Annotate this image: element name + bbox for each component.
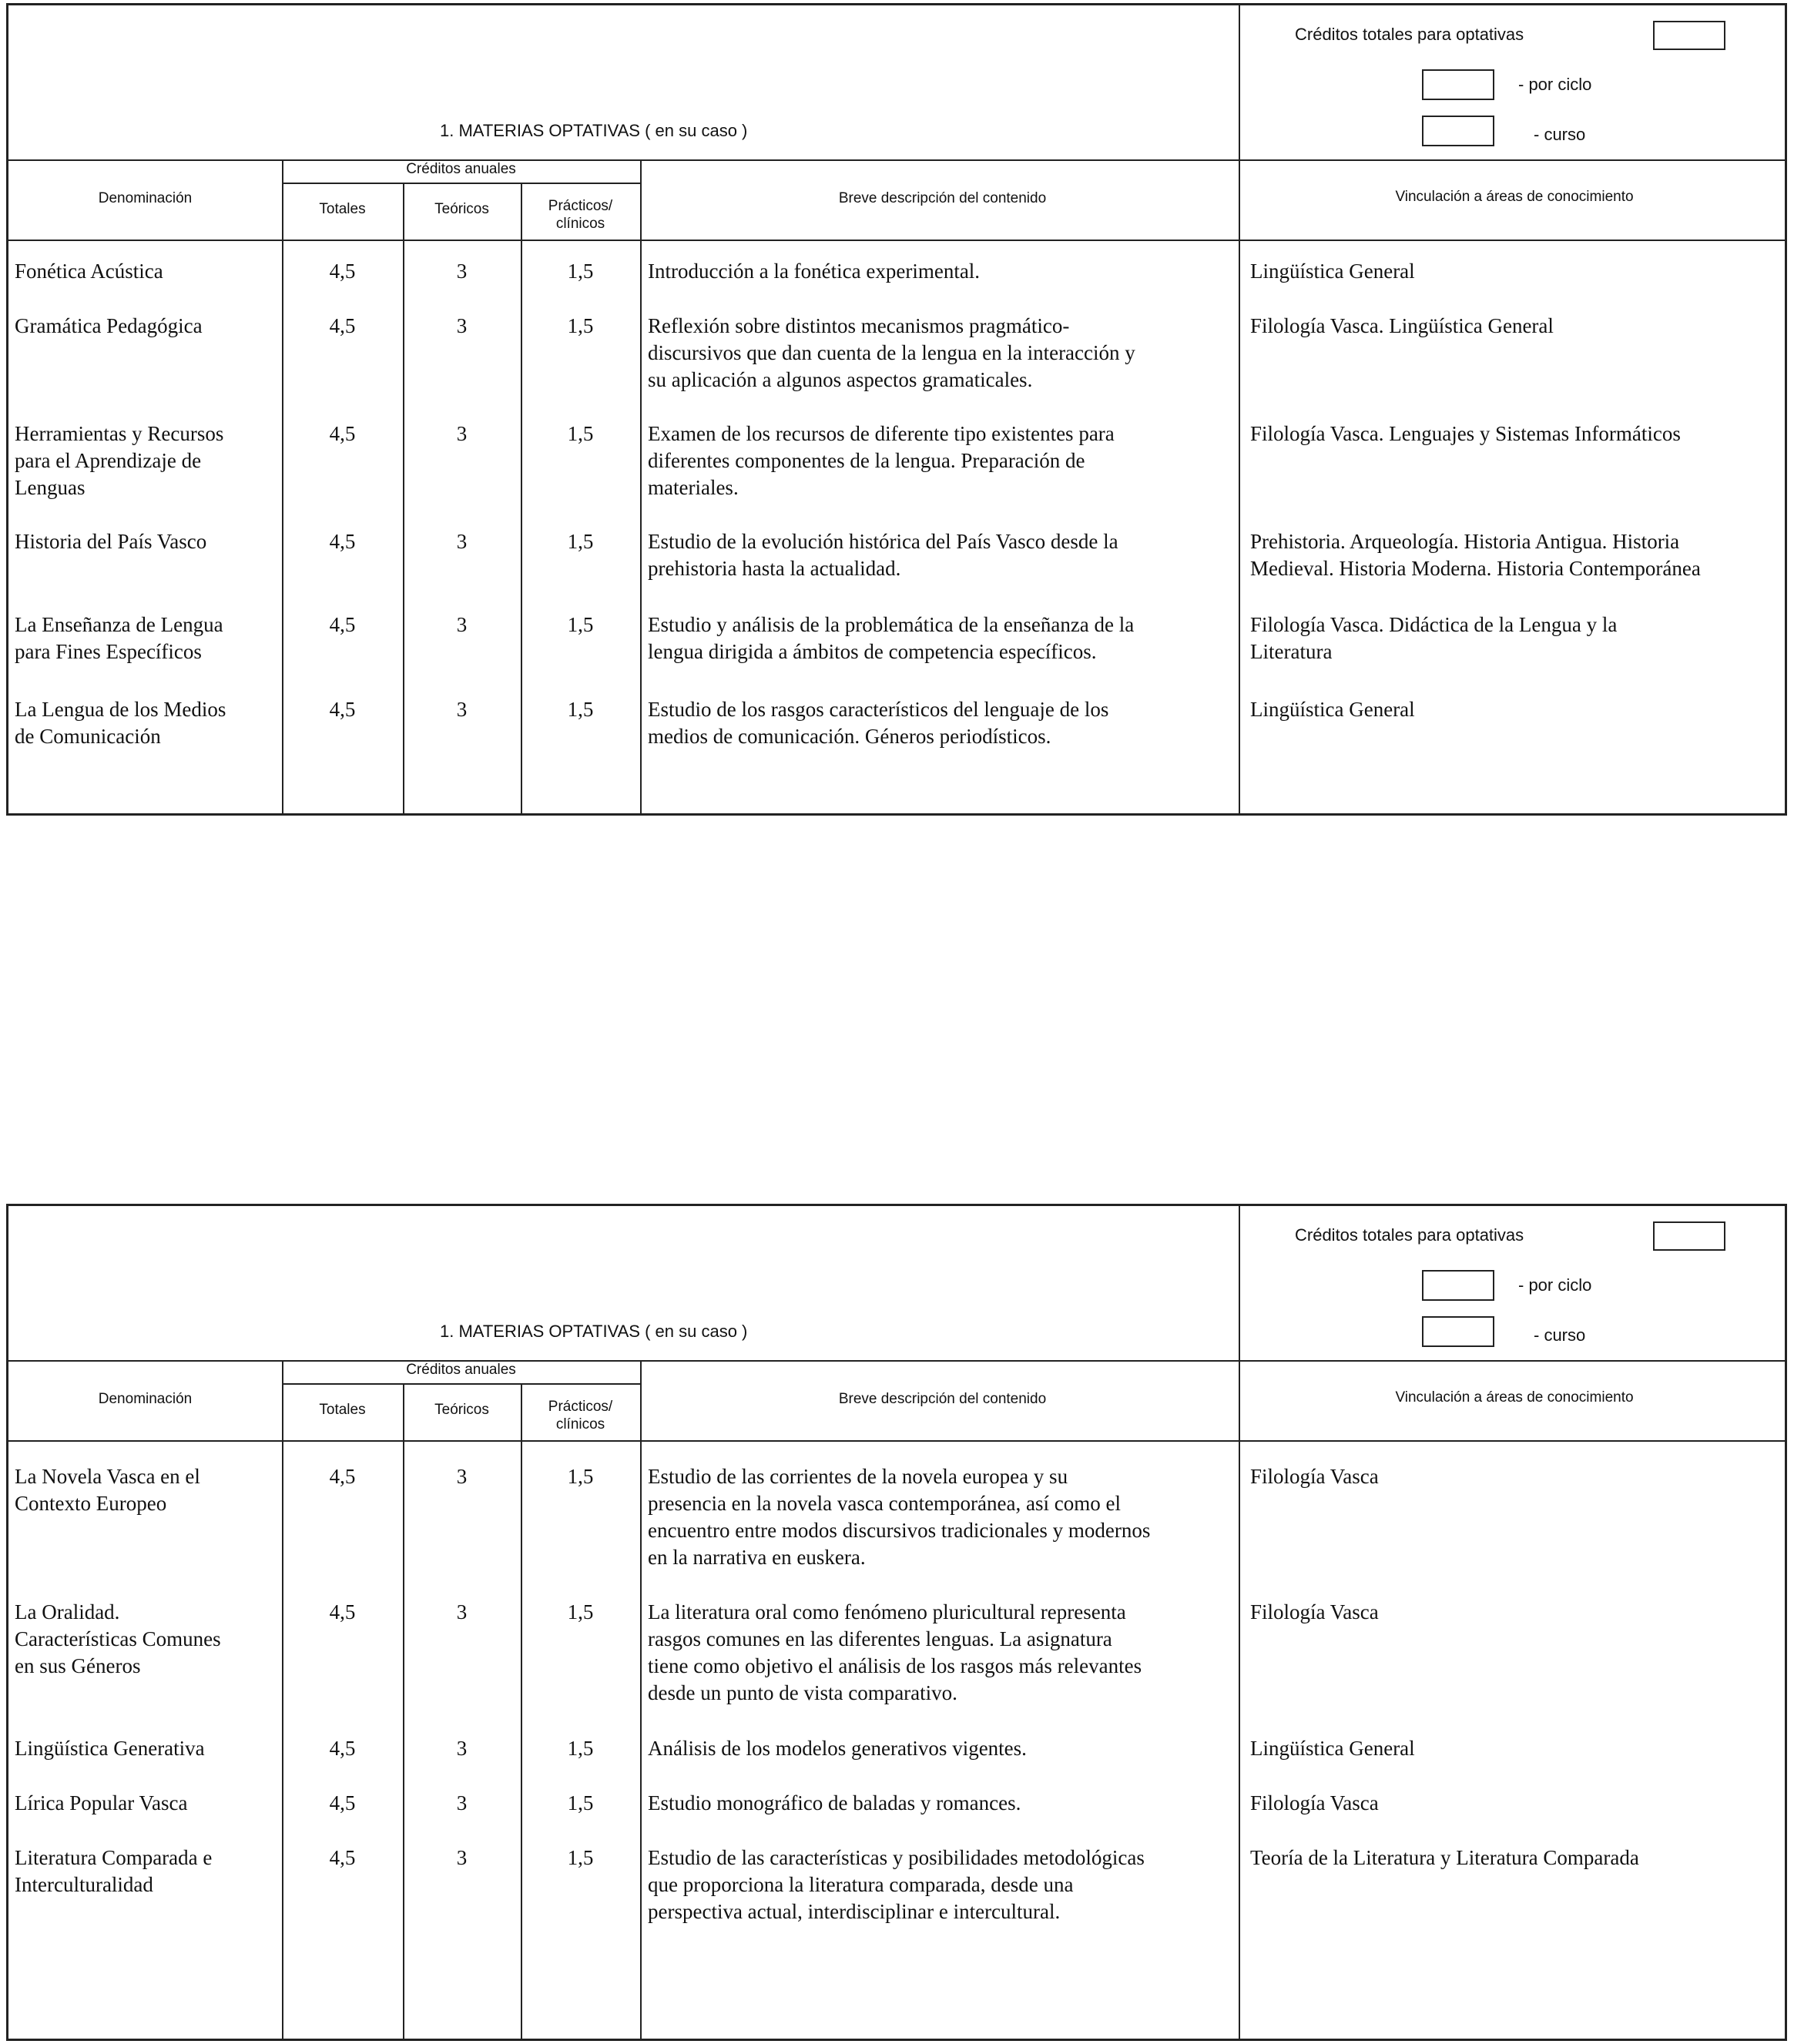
- col-teoricos: Teóricos: [434, 201, 489, 217]
- table-body: [8, 1440, 1785, 2039]
- row-descripcion: Examen de los recursos de diferente tipo existentes para: [648, 422, 1115, 445]
- row-vinculacion: Filología Vasca: [1250, 1600, 1379, 1623]
- row-descripcion: Reflexión sobre distintos mecanismos pragmático-: [648, 314, 1070, 337]
- row-denominacion: Lírica Popular Vasca: [15, 1791, 188, 1814]
- row-vinculacion: Medieval. Historia Moderna. Historia Contemporánea: [1250, 557, 1701, 580]
- creditos-totales-label: Créditos totales para optativas: [1295, 25, 1524, 44]
- row-descripcion: su aplicación a algunos aspectos gramaticales.: [648, 368, 1033, 391]
- row-denominacion: Fonética Acústica: [15, 260, 163, 283]
- col-descripcion: Breve descripción del contenido: [838, 190, 1047, 206]
- row-descripcion: rasgos comunes en las diferentes lenguas. La asignatura: [648, 1627, 1112, 1650]
- curso-label: - curso: [1534, 1325, 1586, 1345]
- row-denominacion: La Lengua de los Medios: [15, 698, 226, 721]
- row-denominacion: Historia del País Vasco: [15, 530, 207, 553]
- row-vinculacion: Literatura: [1250, 640, 1333, 663]
- creditos-totales-box: [1653, 1221, 1725, 1251]
- row-descripcion: en la narrativa en euskera.: [648, 1546, 866, 1569]
- row-teoricos: 3: [456, 1791, 468, 1814]
- row-descripcion: medios de comunicación. Géneros periodísticos.: [648, 725, 1051, 748]
- row-descripcion: Estudio y análisis de la problemática de la enseñanza de la: [648, 613, 1135, 636]
- row-practicos: 1,5: [567, 260, 594, 283]
- row-descripcion: Análisis de los modelos generativos vigentes.: [648, 1737, 1027, 1760]
- table-header-top: [8, 5, 1785, 161]
- row-denominacion: de Comunicación: [15, 725, 161, 748]
- optional-subjects-table-1: [6, 3, 1787, 816]
- row-totales: 4,5: [329, 1600, 356, 1623]
- col-denominacion: Denominación: [98, 190, 193, 206]
- col-vinculacion: Vinculación a áreas de conocimiento: [1395, 1389, 1634, 1406]
- row-totales: 4,5: [329, 1737, 356, 1760]
- row-totales: 4,5: [329, 1846, 356, 1869]
- table-title: 1. MATERIAS OPTATIVAS ( en su caso ): [440, 121, 748, 140]
- row-vinculacion: Lingüística General: [1250, 698, 1415, 721]
- table-body: [8, 240, 1785, 813]
- creditos-totales-box: [1653, 21, 1725, 50]
- row-descripcion: lengua dirigida a ámbitos de competencia específicos.: [648, 640, 1097, 663]
- por-ciclo-box: [1422, 1270, 1494, 1301]
- row-vinculacion: Filología Vasca: [1250, 1465, 1379, 1488]
- row-practicos: 1,5: [567, 698, 594, 721]
- por-ciclo-label: - por ciclo: [1518, 75, 1592, 94]
- row-descripcion: Estudio de las corrientes de la novela europea y su: [648, 1465, 1068, 1488]
- col-creditos-anuales: Créditos anuales: [406, 1362, 516, 1378]
- row-denominacion: Lenguas: [15, 476, 86, 499]
- row-teoricos: 3: [456, 1846, 468, 1869]
- curso-box: [1422, 1316, 1494, 1347]
- curso-box: [1422, 116, 1494, 146]
- row-denominacion: Lingüística Generativa: [15, 1737, 205, 1760]
- col-teoricos: Teóricos: [434, 1402, 489, 1418]
- col-creditos-anuales: Créditos anuales: [406, 161, 516, 177]
- por-ciclo-label: - por ciclo: [1518, 1275, 1592, 1295]
- row-practicos: 1,5: [567, 422, 594, 445]
- row-totales: 4,5: [329, 613, 356, 636]
- row-teoricos: 3: [456, 1737, 468, 1760]
- row-teoricos: 3: [456, 530, 468, 553]
- row-practicos: 1,5: [567, 314, 594, 337]
- column-headers: [8, 1360, 1785, 1442]
- row-descripcion: Estudio de la evolución histórica del País Vasco desde la: [648, 530, 1118, 553]
- creditos-totales-label: Créditos totales para optativas: [1295, 1225, 1524, 1245]
- row-descripcion: perspectiva actual, interdisciplinar e intercultural.: [648, 1900, 1061, 1923]
- row-denominacion: Interculturalidad: [15, 1873, 153, 1896]
- row-denominacion: en sus Géneros: [15, 1654, 141, 1677]
- row-descripcion: Estudio de las características y posibilidades metodológicas: [648, 1846, 1145, 1869]
- col-denominacion: Denominación: [98, 1391, 193, 1407]
- row-vinculacion: Lingüística General: [1250, 1737, 1415, 1760]
- table-header-top: [8, 1206, 1785, 1362]
- row-denominacion: para el Aprendizaje de: [15, 449, 202, 472]
- row-denominacion: Características Comunes: [15, 1627, 221, 1650]
- row-vinculacion: Teoría de la Literatura y Literatura Comparada: [1250, 1846, 1639, 1869]
- row-descripcion: desde un punto de vista comparativo.: [648, 1681, 957, 1704]
- row-vinculacion: Lingüística General: [1250, 260, 1415, 283]
- row-denominacion: La Oralidad.: [15, 1600, 120, 1623]
- row-descripcion: que proporciona la literatura comparada, desde una: [648, 1873, 1074, 1896]
- row-denominacion: Contexto Europeo: [15, 1492, 167, 1515]
- row-denominacion: La Novela Vasca en el: [15, 1465, 200, 1488]
- row-descripcion: Introducción a la fonética experimental.: [648, 260, 981, 283]
- row-totales: 4,5: [329, 422, 356, 445]
- table-title: 1. MATERIAS OPTATIVAS ( en su caso ): [440, 1322, 748, 1341]
- col-descripcion: Breve descripción del contenido: [838, 1391, 1047, 1407]
- col-clinicos: clínicos: [555, 1416, 605, 1432]
- row-totales: 4,5: [329, 698, 356, 721]
- row-descripcion: La literatura oral como fenómeno pluricultural representa: [648, 1600, 1126, 1623]
- row-totales: 4,5: [329, 1791, 356, 1814]
- row-descripcion: discursivos que dan cuenta de la lengua en la interacción y: [648, 341, 1135, 364]
- row-teoricos: 3: [456, 1465, 468, 1488]
- row-denominacion: Gramática Pedagógica: [15, 314, 203, 337]
- row-practicos: 1,5: [567, 1737, 594, 1760]
- row-teoricos: 3: [456, 260, 468, 283]
- por-ciclo-box: [1422, 69, 1494, 100]
- col-vinculacion: Vinculación a áreas de conocimiento: [1395, 189, 1634, 205]
- row-vinculacion: Filología Vasca. Lenguajes y Sistemas Informáticos: [1250, 422, 1681, 445]
- row-descripcion: materiales.: [648, 476, 739, 499]
- row-descripcion: Estudio de los rasgos característicos del lenguaje de los: [648, 698, 1109, 721]
- row-practicos: 1,5: [567, 1846, 594, 1869]
- row-teoricos: 3: [456, 613, 468, 636]
- row-practicos: 1,5: [567, 1791, 594, 1814]
- col-practicos: Prácticos/: [548, 198, 613, 214]
- col-totales: Totales: [319, 201, 366, 217]
- row-totales: 4,5: [329, 314, 356, 337]
- row-totales: 4,5: [329, 260, 356, 283]
- col-practicos: Prácticos/: [548, 1399, 613, 1415]
- column-headers: [8, 159, 1785, 241]
- row-practicos: 1,5: [567, 1600, 594, 1623]
- row-vinculacion: Filología Vasca. Lingüística General: [1250, 314, 1554, 337]
- row-descripcion: diferentes componentes de la lengua. Preparación de: [648, 449, 1085, 472]
- row-teoricos: 3: [456, 698, 468, 721]
- row-teoricos: 3: [456, 314, 468, 337]
- col-totales: Totales: [319, 1402, 366, 1418]
- optional-subjects-table-2: [6, 1204, 1787, 2041]
- col-clinicos: clínicos: [555, 216, 605, 232]
- row-denominacion: para Fines Específicos: [15, 640, 202, 663]
- row-descripcion: presencia en la novela vasca contemporánea, así como el: [648, 1492, 1121, 1515]
- row-vinculacion: Filología Vasca: [1250, 1791, 1379, 1814]
- row-descripcion: tiene como objetivo el análisis de los rasgos más relevantes: [648, 1654, 1142, 1677]
- row-teoricos: 3: [456, 422, 468, 445]
- row-practicos: 1,5: [567, 530, 594, 553]
- row-denominacion: Herramientas y Recursos: [15, 422, 224, 445]
- row-practicos: 1,5: [567, 1465, 594, 1488]
- curso-label: - curso: [1534, 125, 1586, 144]
- row-descripcion: prehistoria hasta la actualidad.: [648, 557, 901, 580]
- row-descripcion: Estudio monográfico de baladas y romances.: [648, 1791, 1021, 1814]
- row-descripcion: encuentro entre modos discursivos tradicionales y modernos: [648, 1519, 1151, 1542]
- row-denominacion: La Enseñanza de Lengua: [15, 613, 223, 636]
- row-vinculacion: Filología Vasca. Didáctica de la Lengua y la: [1250, 613, 1618, 636]
- row-teoricos: 3: [456, 1600, 468, 1623]
- row-vinculacion: Prehistoria. Arqueología. Historia Antigua. Historia: [1250, 530, 1680, 553]
- row-totales: 4,5: [329, 530, 356, 553]
- row-practicos: 1,5: [567, 613, 594, 636]
- row-denominacion: Literatura Comparada e: [15, 1846, 213, 1869]
- row-totales: 4,5: [329, 1465, 356, 1488]
